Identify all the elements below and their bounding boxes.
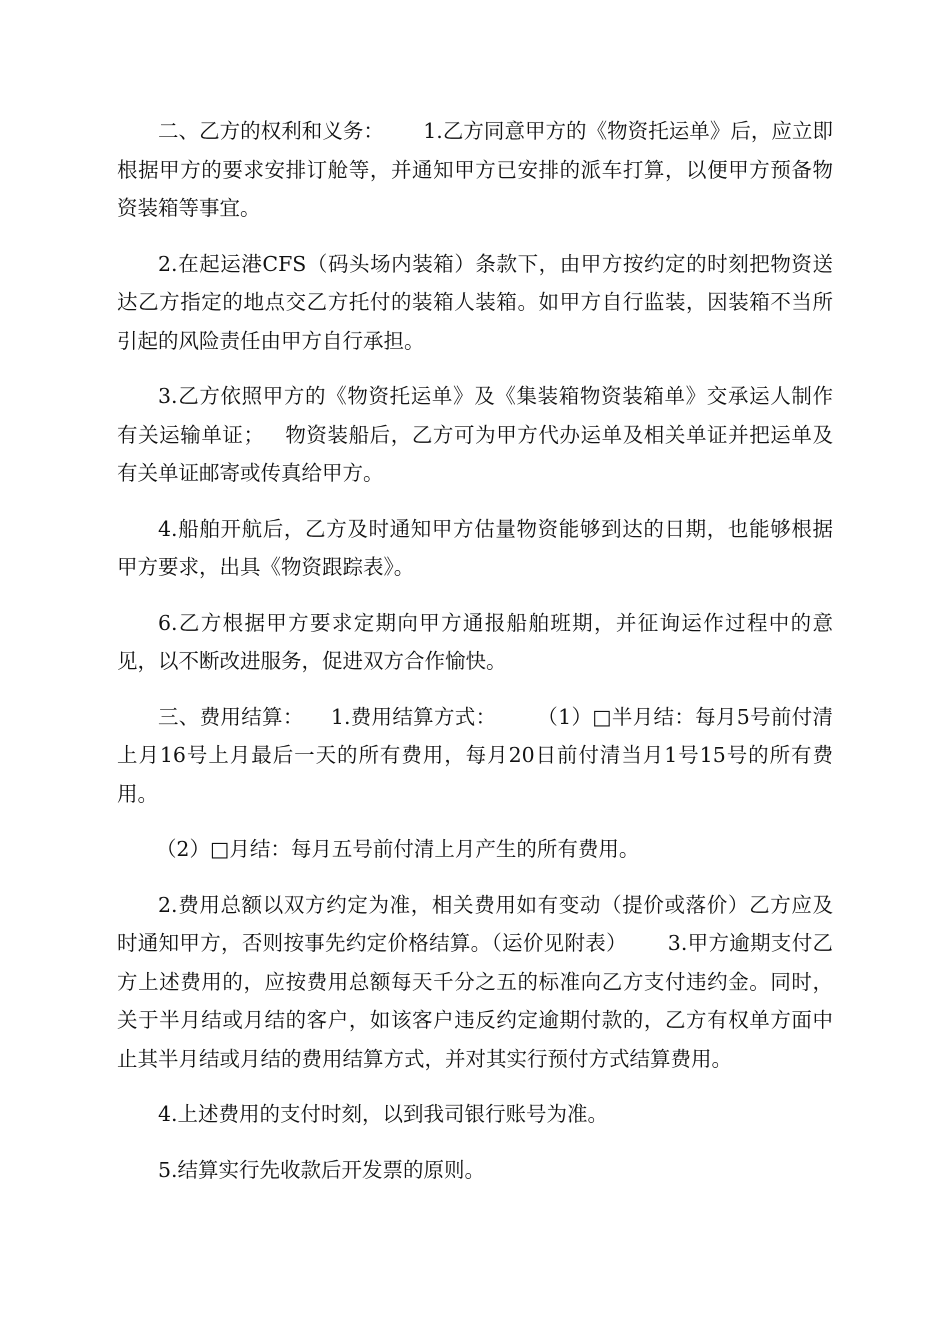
document-page — [117, 112, 833, 1206]
paragraph-shipping-documents: 3.乙方依照甲方的《物资托运单》及《集装箱物资装箱单》交承运人制作有关运输单证； 物资装船后，乙方可为甲方代办运单及相关单证并把运单及有关单证邮寄或传真给甲方。 — [117, 384, 833, 485]
paragraph-party-b-rights: 二、乙方的权利和义务： 1.乙方同意甲方的《物资托运单》后，应立即根据甲方的要求安排订舱等，并通知甲方已安排的派车打算，以便甲方预备物资装箱等事宜。 — [117, 119, 833, 220]
paragraph-fee-total: 2.费用总额以双方约定为准，相关费用如有变动（提价或落价）乙方应及时通知甲方，否则按事先约定价格结算。（运价见附表） 3.甲方逾期支付乙方上述费用的，应按费用总额每天千分之五的标准向乙方支付违约金。同时，关于半月结或月结的客户，如该客户违反约定逾期付款的，乙方有权单方面中止其半月结或月结的费用结算方式，并对其实行预付方式结算费用。 — [117, 892, 833, 1071]
paragraph-schedule-report: 6.乙方根据甲方要求定期向甲方通报船舶班期，并征询运作过程中的意见，以不断改进服务，促进双方合作愉快。 — [117, 610, 833, 673]
paragraph-fee-settlement: 三、费用结算： 1.费用结算方式： （1）□半月结：每月5号前付清上月16号上月最后一天的所有费用，每月20日前付清当月1号15号的所有费用。 — [117, 704, 833, 806]
paragraph-invoice-principle: 5.结算实行先收款后开发票的原则。 — [158, 1157, 486, 1182]
paragraph-monthly-settlement: （2）□月结：每月五号前付清上月产生的所有费用。 — [155, 837, 640, 861]
paragraph-payment-time: 4.上述费用的支付时刻，以到我司银行账号为准。 — [158, 1102, 609, 1126]
paragraph-cfs-terms: 2.在起运港CFS（码头场内装箱）条款下，由甲方按约定的时刻把物资送达乙方指定的地点交乙方托付的装箱人装箱。如甲方自行监装，因装箱不当所引起的风险责任由甲方自行承担。 — [117, 251, 833, 353]
paragraph-departure-notice: 4.船舶开航后，乙方及时通知甲方估量物资能够到达的日期，也能够根据甲方要求，出具《物资跟踪表》。 — [117, 516, 833, 579]
